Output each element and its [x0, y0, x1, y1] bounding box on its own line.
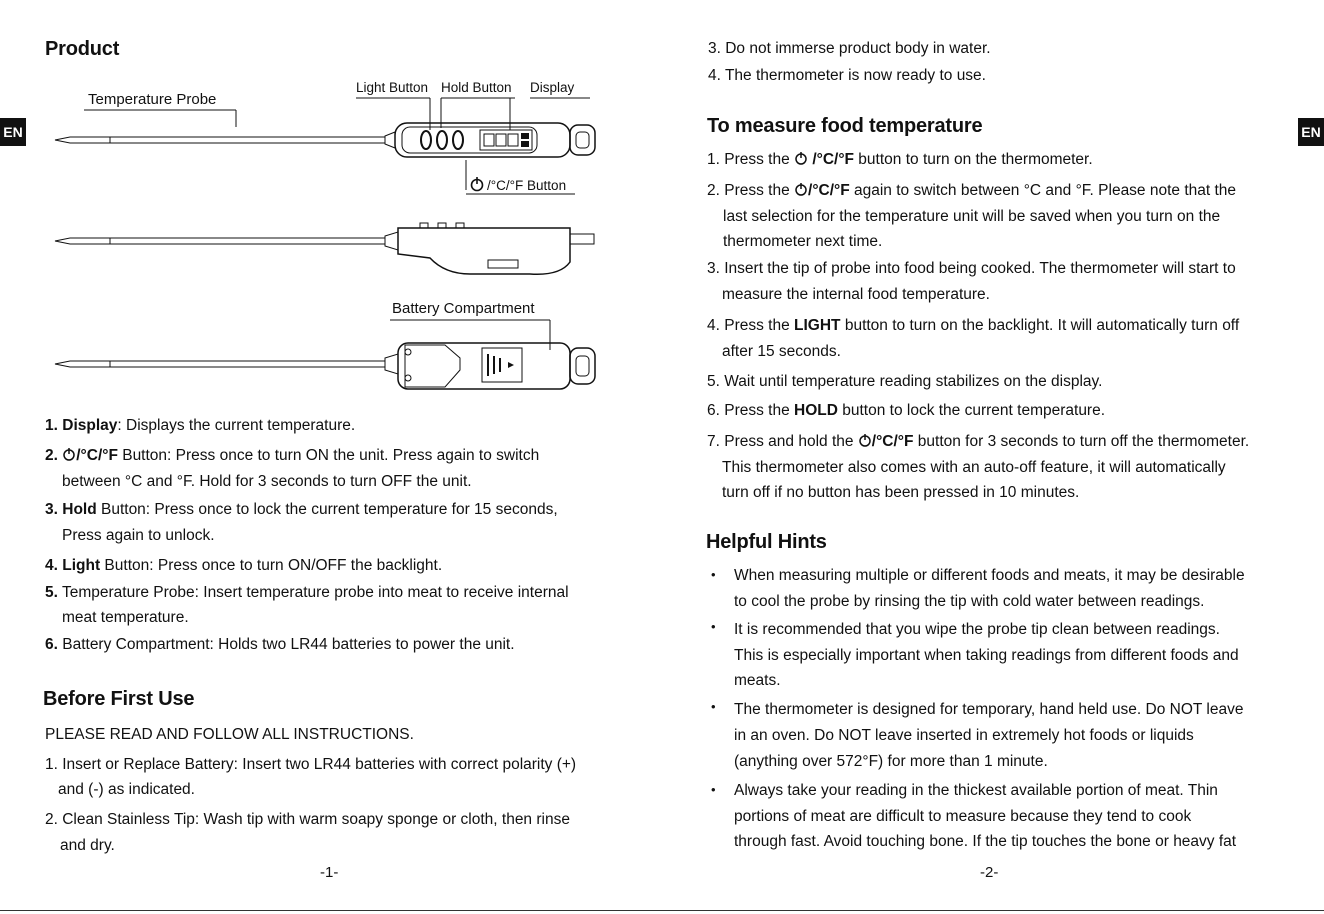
hint-4: Always take your reading in the thickest available portion of meat. Thin [734, 782, 1218, 799]
hint-bullet-2: • [711, 619, 716, 634]
hint-bullet-3: • [711, 699, 716, 714]
before-step-2: 2. Clean Stainless Tip: Wash tip with warm soapy sponge or cloth, then rinse [45, 811, 570, 828]
bottom-rule [0, 910, 1324, 911]
language-tab-right: EN [1298, 118, 1324, 146]
part-2: 2. /°C/°F Button: Press once to turn ON the unit. Press again to switch [45, 447, 540, 464]
page-number-left: -1- [320, 864, 339, 881]
before-first-use-heading: Before First Use [43, 688, 195, 710]
probe-top-view [55, 123, 595, 157]
power-icon [794, 182, 808, 196]
hint-1-cont: to cool the probe by rinsing the tip with cold water between readings. [734, 593, 1205, 610]
label-battery-compartment: Battery Compartment [392, 300, 535, 317]
hint-1: When measuring multiple or different foods and meats, it may be desirable [734, 567, 1245, 584]
hint-2-cont-1: This is especially important when taking readings from different foods and [734, 647, 1239, 664]
measure-step-4: 4. Press the LIGHT button to turn on the backlight. It will automatically turn off [707, 317, 1240, 334]
label-display: Display [530, 80, 575, 95]
measure-step-7-cont-2: turn off if no button has been pressed in 10 minutes. [722, 484, 1080, 501]
part-6: 6. Battery Compartment: Holds two LR44 batteries to power the unit. [45, 636, 515, 653]
hint-2: It is recommended that you wipe the probe tip clean between readings. [734, 621, 1220, 638]
helpful-hints-heading: Helpful Hints [706, 531, 827, 553]
hint-4-cont-2: through fast. Avoid touching bone. If the tip touches the bone or heavy fat [734, 833, 1237, 850]
measure-heading: To measure food temperature [707, 115, 983, 137]
measure-step-2-cont-1: last selection for the temperature unit will be saved when you turn on the [723, 208, 1221, 225]
measure-step-1: 1. Press the /°C/°F button to turn on the thermometer. [707, 151, 1093, 168]
measure-step-6: 6. Press the HOLD button to lock the current temperature. [707, 402, 1106, 419]
label-temperature-probe: Temperature Probe [88, 91, 217, 108]
language-tab-left: EN [0, 118, 26, 146]
part-4: 4. Light Button: Press once to turn ON/OFF the backlight. [45, 557, 443, 574]
page-number-right: -2- [980, 864, 999, 881]
prep-step-3: 3. Do not immerse product body in water. [708, 40, 991, 57]
measure-step-7-cont-1: This thermometer also comes with an auto-off feature, it will automatically [722, 459, 1226, 476]
measure-step-3-cont: measure the internal food temperature. [722, 286, 990, 303]
part-5-cont: meat temperature. [62, 609, 189, 626]
label-light-button: Light Button [356, 80, 429, 95]
before-intro: PLEASE READ AND FOLLOW ALL INSTRUCTIONS. [45, 726, 414, 743]
hint-4-cont-1: portions of meat are difficult to measure because they tend to cook [734, 808, 1192, 825]
hint-3: The thermometer is designed for temporary, hand held use. Do NOT leave [734, 701, 1244, 718]
before-step-1: 1. Insert or Replace Battery: Insert two LR44 batteries with correct polarity (+) [45, 756, 577, 773]
label-hold-button: Hold Button [441, 80, 512, 95]
measure-step-2-cont-2: thermometer next time. [723, 233, 883, 250]
power-icon [858, 433, 872, 447]
hint-bullet-4: • [711, 782, 716, 797]
part-1: 1. Display: Displays the current temperature. [45, 417, 356, 434]
product-heading: Product [45, 38, 120, 60]
probe-side-view [55, 223, 594, 274]
power-icon [794, 151, 808, 165]
part-3: 3. Hold Button: Press once to lock the current temperature for 15 seconds, [45, 501, 558, 518]
power-icon [472, 177, 483, 191]
page-right [662, 0, 1324, 914]
measure-step-3: 3. Insert the tip of probe into food being cooked. The thermometer will start to [707, 260, 1236, 277]
measure-step-4-cont: after 15 seconds. [722, 343, 841, 360]
part-2-cont: between °C and °F. Hold for 3 seconds to turn OFF the unit. [62, 473, 472, 490]
power-icon [62, 447, 76, 461]
part-5: 5. Temperature Probe: Insert temperature probe into meat to receive internal [45, 584, 569, 601]
measure-step-7: 7. Press and hold the /°C/°F button for 3 seconds to turn off the thermometer. [707, 433, 1250, 450]
measure-step-5: 5. Wait until temperature reading stabilizes on the display. [707, 373, 1103, 390]
before-step-2-cont: and dry. [60, 837, 115, 854]
part-3-cont: Press again to unlock. [62, 527, 215, 544]
probe-bottom-view [55, 343, 595, 389]
before-step-1-cont: and (-) as indicated. [58, 781, 195, 798]
hint-3-cont-1: in an oven. Do NOT leave inserted in extremely hot foods or liquids [734, 727, 1194, 744]
hint-bullet-1: • [711, 567, 716, 582]
hint-3-cont-2: (anything over 572°F) for more than 1 minute. [734, 753, 1048, 770]
prep-step-4: 4. The thermometer is now ready to use. [708, 67, 986, 84]
hint-2-cont-2: meats. [734, 672, 781, 689]
measure-step-2: 2. Press the /°C/°F again to switch between °C and °F. Please note that the [707, 182, 1237, 199]
label-unit-button: /°C/°F Button [487, 178, 567, 193]
product-diagram [0, 0, 662, 400]
